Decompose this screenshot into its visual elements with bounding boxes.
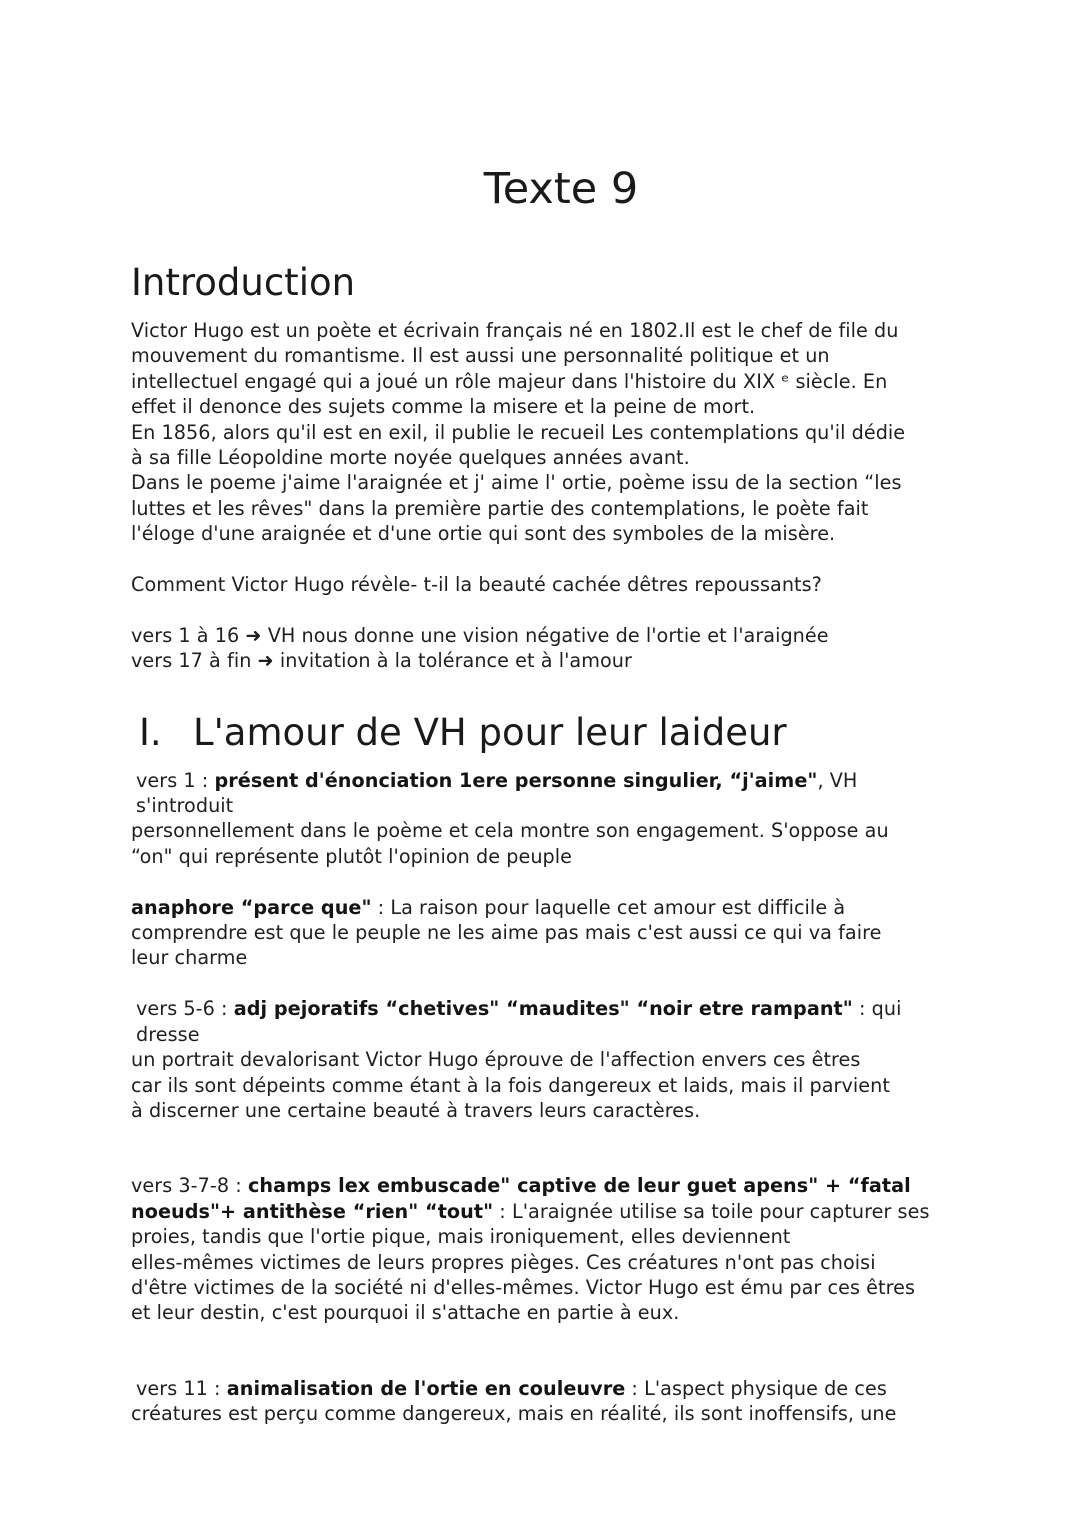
document-page (131, 160, 951, 1427)
analysis-paragraph (131, 1376, 951, 1427)
analysis-text: : L'aspect physique de ces (625, 1376, 887, 1400)
intro-line: luttes et les rêves" dans la première partie des contemplations, le poète fait (131, 496, 869, 520)
analysis-text: : L'araignée utilise sa toile pour capturer ses (493, 1199, 930, 1223)
intro-line: intellectuel engagé qui a joué un rôle majeur dans l'histoire du XIX ᵉ siècle. En (131, 369, 888, 393)
key-term: adj pejoratifs “chetives" “maudites" “noir etre rampant" (233, 997, 853, 1021)
key-term: anaphore “parce que" (131, 895, 372, 919)
plan-item: vers 1 à 16 ➜ VH nous donne une vision négative de l'ortie et l'araignée (131, 623, 829, 647)
analysis-text: d'être victimes de la société ni d'elles-mêmes. Victor Hugo est ému par ces êtres (131, 1275, 916, 1299)
analysis-text: proies, tandis que l'ortie pique, mais ironiquement, elles deviennent (131, 1225, 791, 1249)
verse-ref: vers 11 : (136, 1376, 227, 1400)
intro-line: mouvement du romantisme. Il est aussi une personnalité politique et un (131, 344, 830, 368)
key-term: noeuds"+ antithèse “rien" “tout" (131, 1199, 494, 1223)
verse-ref: vers 3-7-8 : (131, 1174, 248, 1198)
key-term: présent d'énonciation 1ere personne singulier, “j'aime" (214, 768, 818, 792)
introduction-paragraph (131, 318, 951, 547)
analysis-paragraph (131, 768, 951, 870)
page-title: Texte 9 (483, 164, 639, 214)
analysis-text: elles-mêmes victimes de leurs propres pièges. Ces créatures n'ont pas choisi (131, 1250, 876, 1274)
intro-line: effet il denonce des sujets comme la misere et la peine de mort. (131, 395, 756, 419)
section-number: I. (139, 710, 162, 754)
intro-line: l'éloge d'une araignée et d'une ortie qui sont des symboles de la misère. (131, 522, 836, 546)
analysis-text: leur charme (131, 946, 248, 970)
analysis-text: , VH s'introduit (136, 768, 858, 818)
analysis-text: car ils sont dépeints comme étant à la fois dangereux et laids, mais il parvient (131, 1073, 890, 1097)
verse-ref: vers 1 : (136, 768, 215, 792)
analysis-text: et leur destin, c'est pourquoi il s'attache en partie à eux. (131, 1301, 680, 1325)
analysis-text: personnellement dans le poème et cela montre son engagement. S'oppose au (131, 819, 889, 843)
plan-item: vers 17 à fin ➜ invitation à la tolérance et à l'amour (131, 649, 632, 673)
analysis-text: à discerner une certaine beauté à travers leurs caractères. (131, 1098, 701, 1122)
key-term: champs lex embuscade" captive de leur guet apens" + “fatal (247, 1174, 911, 1198)
key-term: animalisation de l'ortie en couleuvre (226, 1376, 626, 1400)
section-title: L'amour de VH pour leur laideur (193, 710, 787, 754)
analysis-text: créatures est perçu comme dangereux, mais en réalité, ils sont inoffensifs, une (131, 1402, 897, 1426)
verse-ref: vers 5-6 : (136, 997, 234, 1021)
intro-line: Dans le poeme j'aime l'araignée et j' aime l' ortie, poème issu de la section “les (131, 471, 902, 495)
analysis-text: “on" qui représente plutôt l'opinion de peuple (131, 844, 572, 868)
intro-line: Victor Hugo est un poète et écrivain français né en 1802.Il est le chef de file du (131, 319, 899, 342)
analysis-text: un portrait devalorisant Victor Hugo éprouve de l'affection envers ces êtres (131, 1048, 861, 1072)
plan (131, 623, 951, 674)
analysis-paragraph (131, 895, 951, 971)
section-heading (139, 708, 951, 758)
intro-line: En 1856, alors qu'il est en exil, il publie le recueil Les contemplations qu'il dédie (131, 420, 906, 444)
introduction-heading: Introduction (131, 261, 356, 304)
analysis-text: comprendre est que le peuple ne les aime pas mais c'est aussi ce qui va faire (131, 921, 882, 945)
analysis-text: : La raison pour laquelle cet amour est difficile à (371, 895, 846, 919)
intro-line: à sa fille Léopoldine morte noyée quelques années avant. (131, 446, 690, 470)
analysis-text: : qui dresse (136, 997, 902, 1046)
analysis-paragraph (131, 1173, 951, 1325)
problematique: Comment Victor Hugo révèle- t-il la beauté cachée dêtres repoussants? (131, 573, 822, 597)
analysis-paragraph (131, 996, 951, 1123)
